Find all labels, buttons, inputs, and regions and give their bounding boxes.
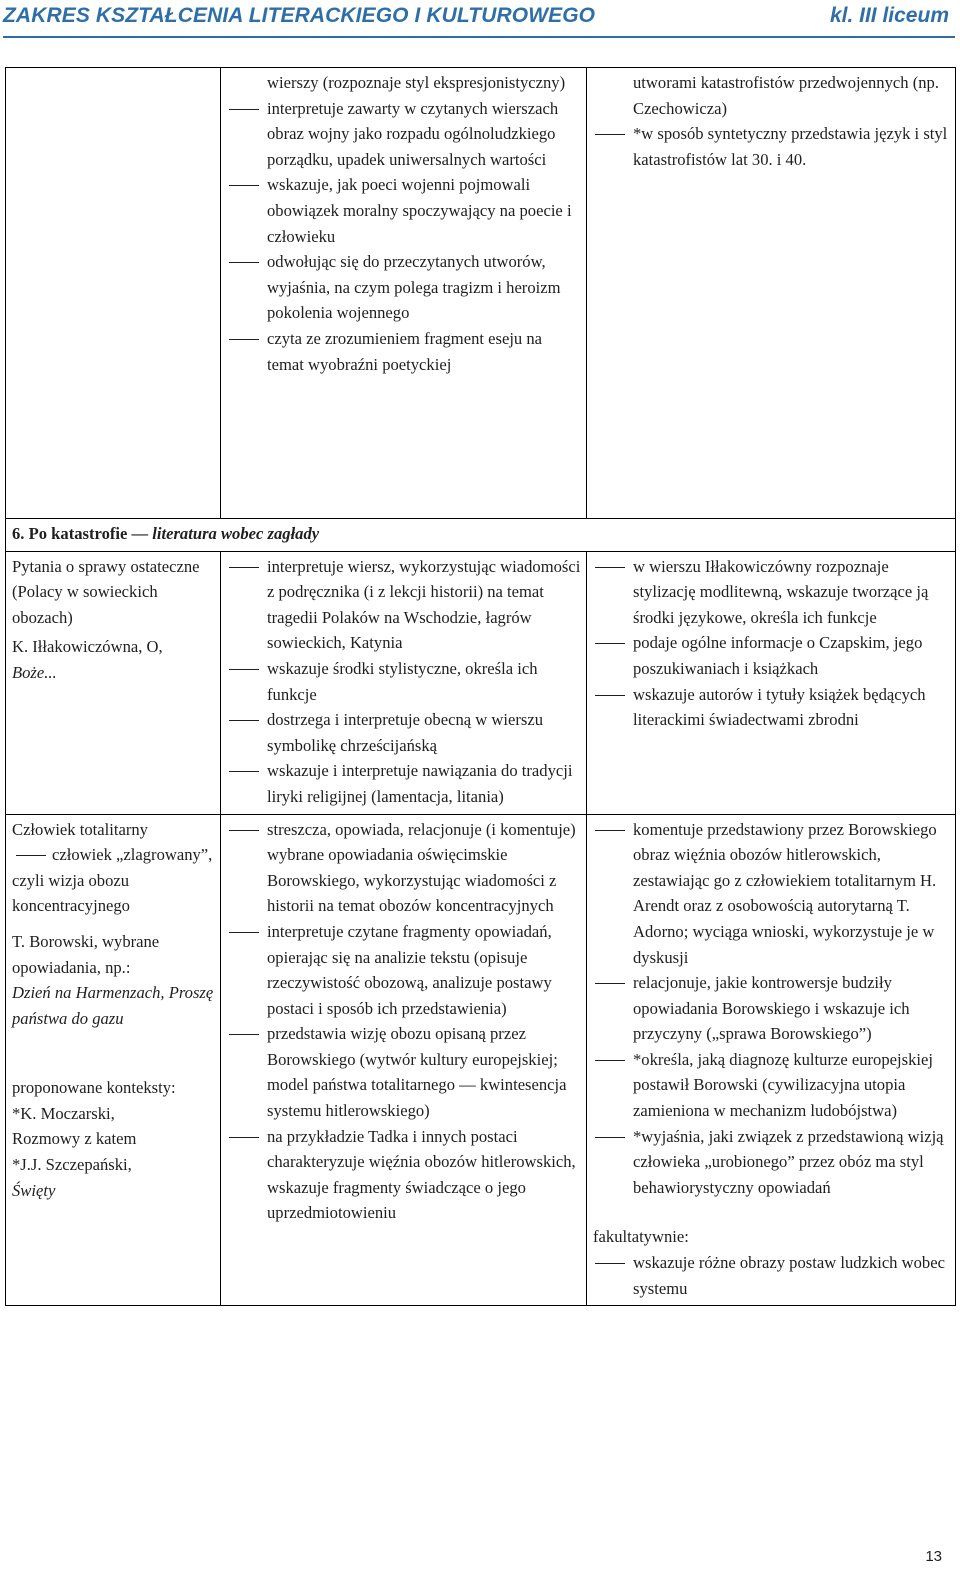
extended-requirements-cell (587, 814, 956, 1306)
basic-requirements-cell (221, 68, 587, 519)
page-header (3, 2, 955, 38)
list-item: wskazuje autorów i tytuły książek będących literackimi świadectwami zbrodni (593, 682, 951, 733)
table-row (6, 814, 956, 1306)
list-item: interpretuje wiersz, wykorzystując wiadomości z podręcznika (i z lekcji historii) na temat tragedii Polaków na Wschodzie, łagrów sowieckich, Katynia (227, 554, 582, 656)
list-item: *w sposób syntetyczny przedstawia język i styl katastrofistów lat 30. i 40. (593, 121, 951, 172)
requirements-list (227, 817, 582, 1227)
context-author: *K. Moczarski, (12, 1103, 115, 1123)
extended-requirements-cell (587, 68, 956, 519)
curriculum-table (5, 67, 956, 1306)
basic-requirements-cell (221, 814, 587, 1306)
topic-cell (6, 814, 221, 1306)
extended-requirements-cell (587, 551, 956, 814)
page-header-level: kl. III liceum (829, 4, 949, 27)
list-item: wskazuje i interpretuje nawiązania do tradycji liryki religijnej (lamentacja, litania) (227, 758, 582, 809)
section-subtitle: literatura wobec zagłady (152, 524, 320, 543)
list-item: na przykładzie Tadka i innych postaci charakteryzuje więźnia obozów hitlerowskich, wskazuje fragmenty świadczące o jego uprzedmiotowieniu (227, 1124, 582, 1226)
list-item: czyta ze zrozumieniem fragment eseju na temat wyobraźni poetyckiej (227, 326, 582, 377)
contexts-label: proponowane konteksty: (12, 1078, 176, 1098)
table-row (6, 551, 956, 814)
list-item: relacjonuje, jakie kontrowersje budziły opowiadania Borowskiego i wskazuje ich przyczyny („sprawa Borowskiego”) (593, 970, 951, 1047)
section-row (6, 519, 956, 552)
requirements-list (227, 554, 582, 810)
list-item: w wierszu Iłłakowiczówny rozpoznaje stylizację modlitewną, wskazuje tworzące ją środki językowe, określa ich funkcje (593, 554, 951, 631)
list-item: podaje ogólne informacje o Czapskim, jego poszukiwaniach i książkach (593, 630, 951, 681)
list-item: dostrzega i interpretuje obecną w wierszu symbolikę chrześcijańską (227, 707, 582, 758)
topic-cell (6, 551, 221, 814)
list-item: wierszy (rozpoznaje styl ekspresjonistyczny) (267, 73, 566, 92)
list-item: *określa, jaką diagnozę kulturze europejskiej postawił Borowski (cywilizacyjna utopia zamieniona w mechanizm ludobójstwa) (593, 1047, 951, 1124)
context-work: Święty (12, 1180, 56, 1200)
list-item: streszcza, opowiada, relacjonuje (i komentuje) wybrane opowiadania oświęcimskie Borowskiego, wykorzystując wiadomości z historii na temat obozów koncentracyjnych (227, 817, 582, 919)
list-item: interpretuje czytane fragmenty opowiadań, opierając się na analizie tekstu (opisuje rzeczywistość obozową, analizuje postawy postaci i sposób ich przedstawienia) (227, 919, 582, 1021)
requirements-list (593, 70, 951, 172)
list-item: wskazuje, jak poeci wojenni pojmowali obowiązek moralny spoczywający na poecie i człowieku (227, 172, 582, 249)
topic-subtitle: człowiek „zlagrowany”, czyli wizja obozu koncentracyjnego (12, 842, 216, 919)
work-title: Boże... (12, 662, 57, 682)
author: T. Borowski, wybrane opowiadania, np.: (12, 931, 160, 977)
section-title: 6. Po katastrofie — literatura wobec zagłady (6, 519, 956, 552)
requirements-list (227, 70, 582, 377)
list-item: odwołując się do przeczytanych utworów, wyjaśnia, na czym polega tragizm i heroizm pokolenia wojennego (227, 249, 582, 326)
topic-cell (6, 68, 221, 519)
optional-label: fakultatywnie: (593, 1227, 689, 1247)
author: K. Iłłakowiczówna, O, (12, 637, 163, 657)
requirements-list (593, 817, 951, 1201)
page-header-title: ZAKRES KSZTAŁCENIA LITERACKIEGO I KULTUROWEGO (3, 4, 596, 27)
page-number: 13 (925, 1548, 942, 1565)
topic-title: Pytania o sprawy ostateczne (Polacy w sowieckich obozach) (12, 556, 200, 627)
section-number: 6. Po katastrofie (12, 524, 128, 543)
topic-title: Człowiek totalitarny (12, 819, 148, 839)
list-item: przedstawia wizję obozu opisaną przez Borowskiego (wytwór kultury europejskiej; model państwa totalitarnego — kwintesencja systemu hitlerowskiego) (227, 1021, 582, 1123)
list-item: utworami katastrofistów przedwojennych (np. Czechowicza) (633, 73, 939, 118)
requirements-list (593, 1250, 951, 1301)
basic-requirements-cell (221, 551, 587, 814)
list-item: wskazuje różne obrazy postaw ludzkich wobec systemu (593, 1250, 951, 1301)
list-item: komentuje przedstawiony przez Borowskiego obraz więźnia obozów hitlerowskich, zestawiając go z człowiekiem totalitarnym H. Arendt oraz z osobowością autorytarną T. Adorno; wyciąga wnioski, wykorzystuje je w dyskusji (593, 817, 951, 971)
list-item: wskazuje środki stylistyczne, określa ich funkcje (227, 656, 582, 707)
context-author: *J.J. Szczepański, (12, 1155, 132, 1175)
list-item: interpretuje zawarty w czytanych wierszach obraz wojny jako rozpadu ogólnoludzkiego porządku, upadek uniwersalnych wartości (227, 96, 582, 173)
work-titles: Dzień na Harmenzach, Proszę państwa do gazu (12, 983, 214, 1028)
context-work: Rozmowy z katem (12, 1129, 137, 1149)
table-row-continuation (6, 68, 956, 519)
list-item: *wyjaśnia, jaki związek z przedstawioną wizją człowieka „urobionego” przez obóz ma styl behawiorystyczny opowiadań (593, 1124, 951, 1201)
requirements-list (593, 554, 951, 733)
